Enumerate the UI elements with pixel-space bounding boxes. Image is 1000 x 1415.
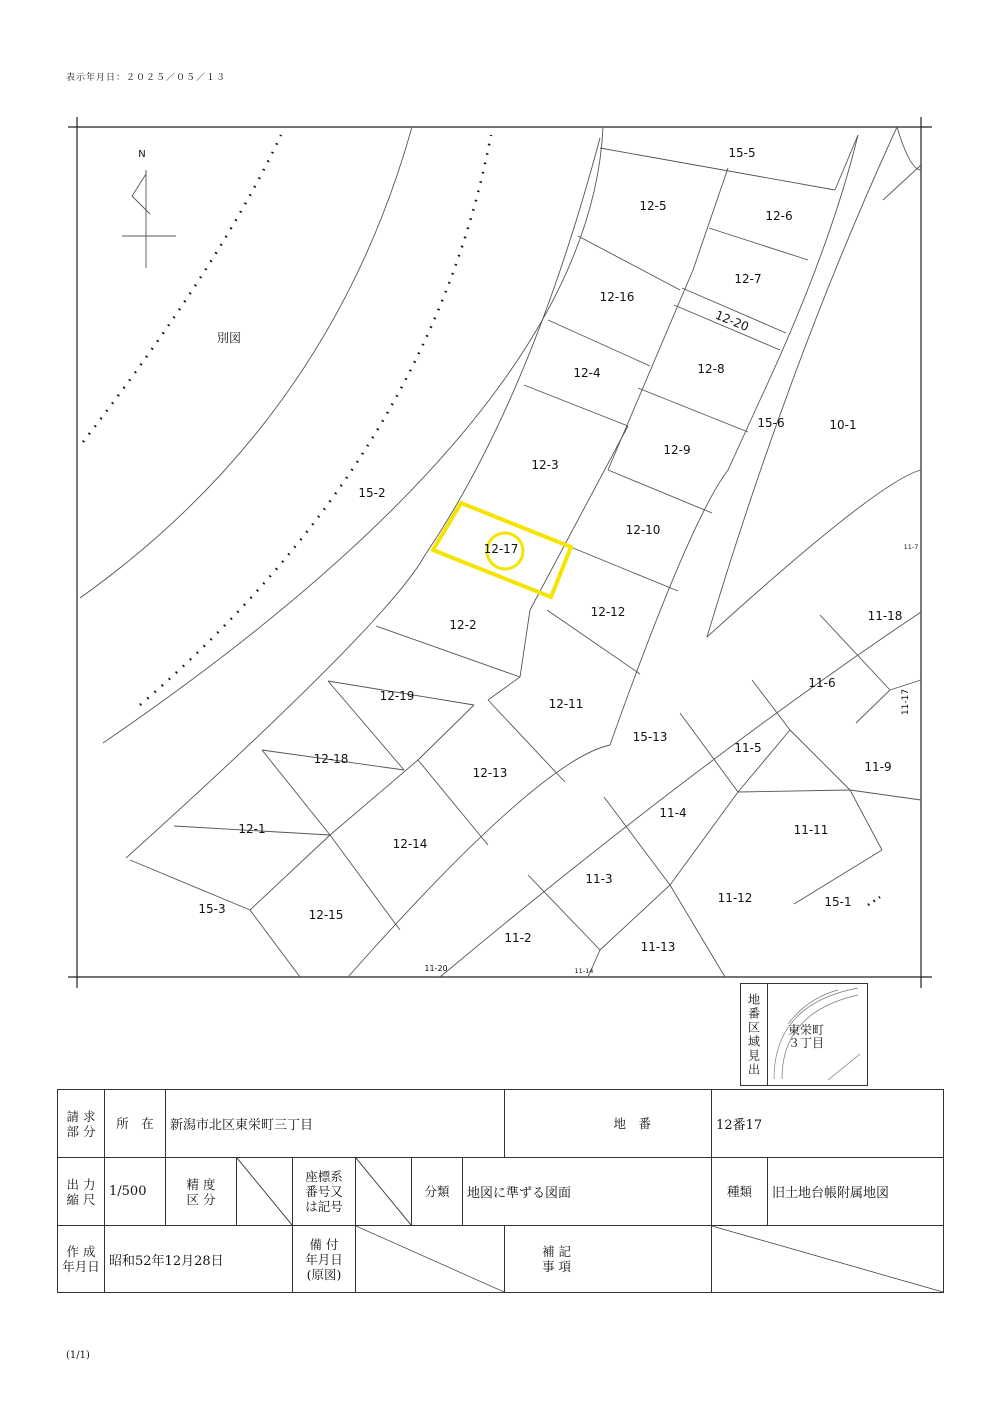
parcel-11-12: 11-12 (717, 891, 753, 905)
notes-value-empty (712, 1226, 944, 1293)
parcel-11-6: 11-6 (808, 676, 836, 690)
area-index-box (740, 983, 868, 1086)
type-value: 旧土地台帳附属地図 (768, 1158, 944, 1226)
created-label: 作 成 年月日 (58, 1226, 105, 1293)
parcel-12-1: 12-1 (238, 822, 266, 836)
parcel-11-13: 11-13 (640, 940, 676, 954)
print-date: 表示年月日：２０２５／０５／１３ (66, 73, 227, 83)
attached-value-empty (356, 1226, 505, 1293)
parcel-11-11: 11-11 (793, 823, 829, 837)
parcel-11-4: 11-4 (659, 806, 687, 820)
parcel-15-2: 15-2 (358, 486, 386, 500)
parcel-15-5: 15-5 (728, 146, 756, 160)
index-title: 地番区域見出 (741, 984, 768, 1085)
parcel-12-3: 12-3 (531, 458, 559, 472)
parcel-12-17: 12-17 (483, 542, 519, 556)
index-town-line2: ３丁目 (787, 1036, 824, 1050)
parcel-15-6: 15-6 (757, 416, 785, 430)
lot-label: 地 番 (505, 1090, 712, 1158)
location-value: 新潟市北区東栄町三丁目 (166, 1090, 505, 1158)
notes-label: 補 記 事 項 (505, 1226, 712, 1293)
parcel-12-10: 12-10 (625, 523, 661, 537)
accuracy-label: 精 度 区 分 (166, 1158, 237, 1226)
boundary-dots-left (83, 135, 281, 442)
parcel-15-13: 15-13 (632, 730, 668, 744)
parcel-12-7: 12-7 (734, 272, 762, 286)
info-table (57, 1089, 944, 1293)
coord-value-empty (356, 1158, 412, 1226)
parcel-11-2: 11-2 (504, 931, 532, 945)
parcel-11-18: 11-18 (867, 609, 903, 623)
parcel-12-5: 12-5 (639, 199, 667, 213)
parcel-12-11: 12-11 (548, 697, 584, 711)
coord-label: 座標系 番号又 は記号 (293, 1158, 356, 1226)
class-value: 地図に準ずる図面 (463, 1158, 712, 1226)
north-label: N (138, 149, 146, 160)
page-number: (1/1) (66, 1350, 90, 1361)
created-value: 昭和52年12月28日 (105, 1226, 293, 1293)
parcel-12-12: 12-12 (590, 605, 626, 619)
parcel-10-1: 10-1 (829, 418, 857, 432)
north-arrow-icon (122, 170, 176, 268)
parcel-11-9: 11-9 (864, 760, 892, 774)
parcel-12-14: 12-14 (392, 837, 428, 851)
parcel-12-16: 12-16 (599, 290, 635, 304)
parcel-12-18: 12-18 (313, 752, 349, 766)
index-town-label (771, 1024, 841, 1050)
boundary-dots-right (140, 135, 491, 705)
requester-label: 請 求 部 分 (58, 1090, 105, 1158)
parcel-12-20: 12-20 (713, 307, 751, 335)
parcel-11-17: 11-17 (901, 688, 911, 716)
parcel-12-19: 12-19 (379, 689, 415, 703)
index-town-line1: 東栄町 (787, 1023, 824, 1037)
parcel-15-3: 15-3 (198, 902, 226, 916)
type-label: 種類 (712, 1158, 768, 1226)
parcel-11-14: 11-14 (574, 967, 594, 975)
lot-value: 12番17 (712, 1090, 944, 1158)
parcel-12-8: 12-8 (697, 362, 725, 376)
class-label: 分類 (412, 1158, 463, 1226)
separate-map-label: 別図 (216, 331, 242, 345)
scale-value: 1/500 (105, 1158, 166, 1226)
parcel-12-6: 12-6 (765, 209, 793, 223)
location-label: 所 在 (105, 1090, 166, 1158)
parcel-12-4: 12-4 (573, 366, 601, 380)
attached-label: 備 付 年月日 (原図) (293, 1226, 356, 1293)
parcel-11-5: 11-5 (734, 741, 762, 755)
parcel-11-3: 11-3 (585, 872, 613, 886)
parcel-12-9: 12-9 (663, 443, 691, 457)
scale-label: 出 力 縮 尺 (58, 1158, 105, 1226)
parcel-12-2: 12-2 (449, 618, 477, 632)
parcel-11-20: 11-20 (424, 964, 448, 973)
accuracy-value-empty (237, 1158, 293, 1226)
parcel-11-7: 11-7 (903, 543, 919, 551)
parcel-15-1: 15-1 (824, 895, 852, 909)
parcel-12-15: 12-15 (308, 908, 344, 922)
parcel-12-13: 12-13 (472, 766, 508, 780)
